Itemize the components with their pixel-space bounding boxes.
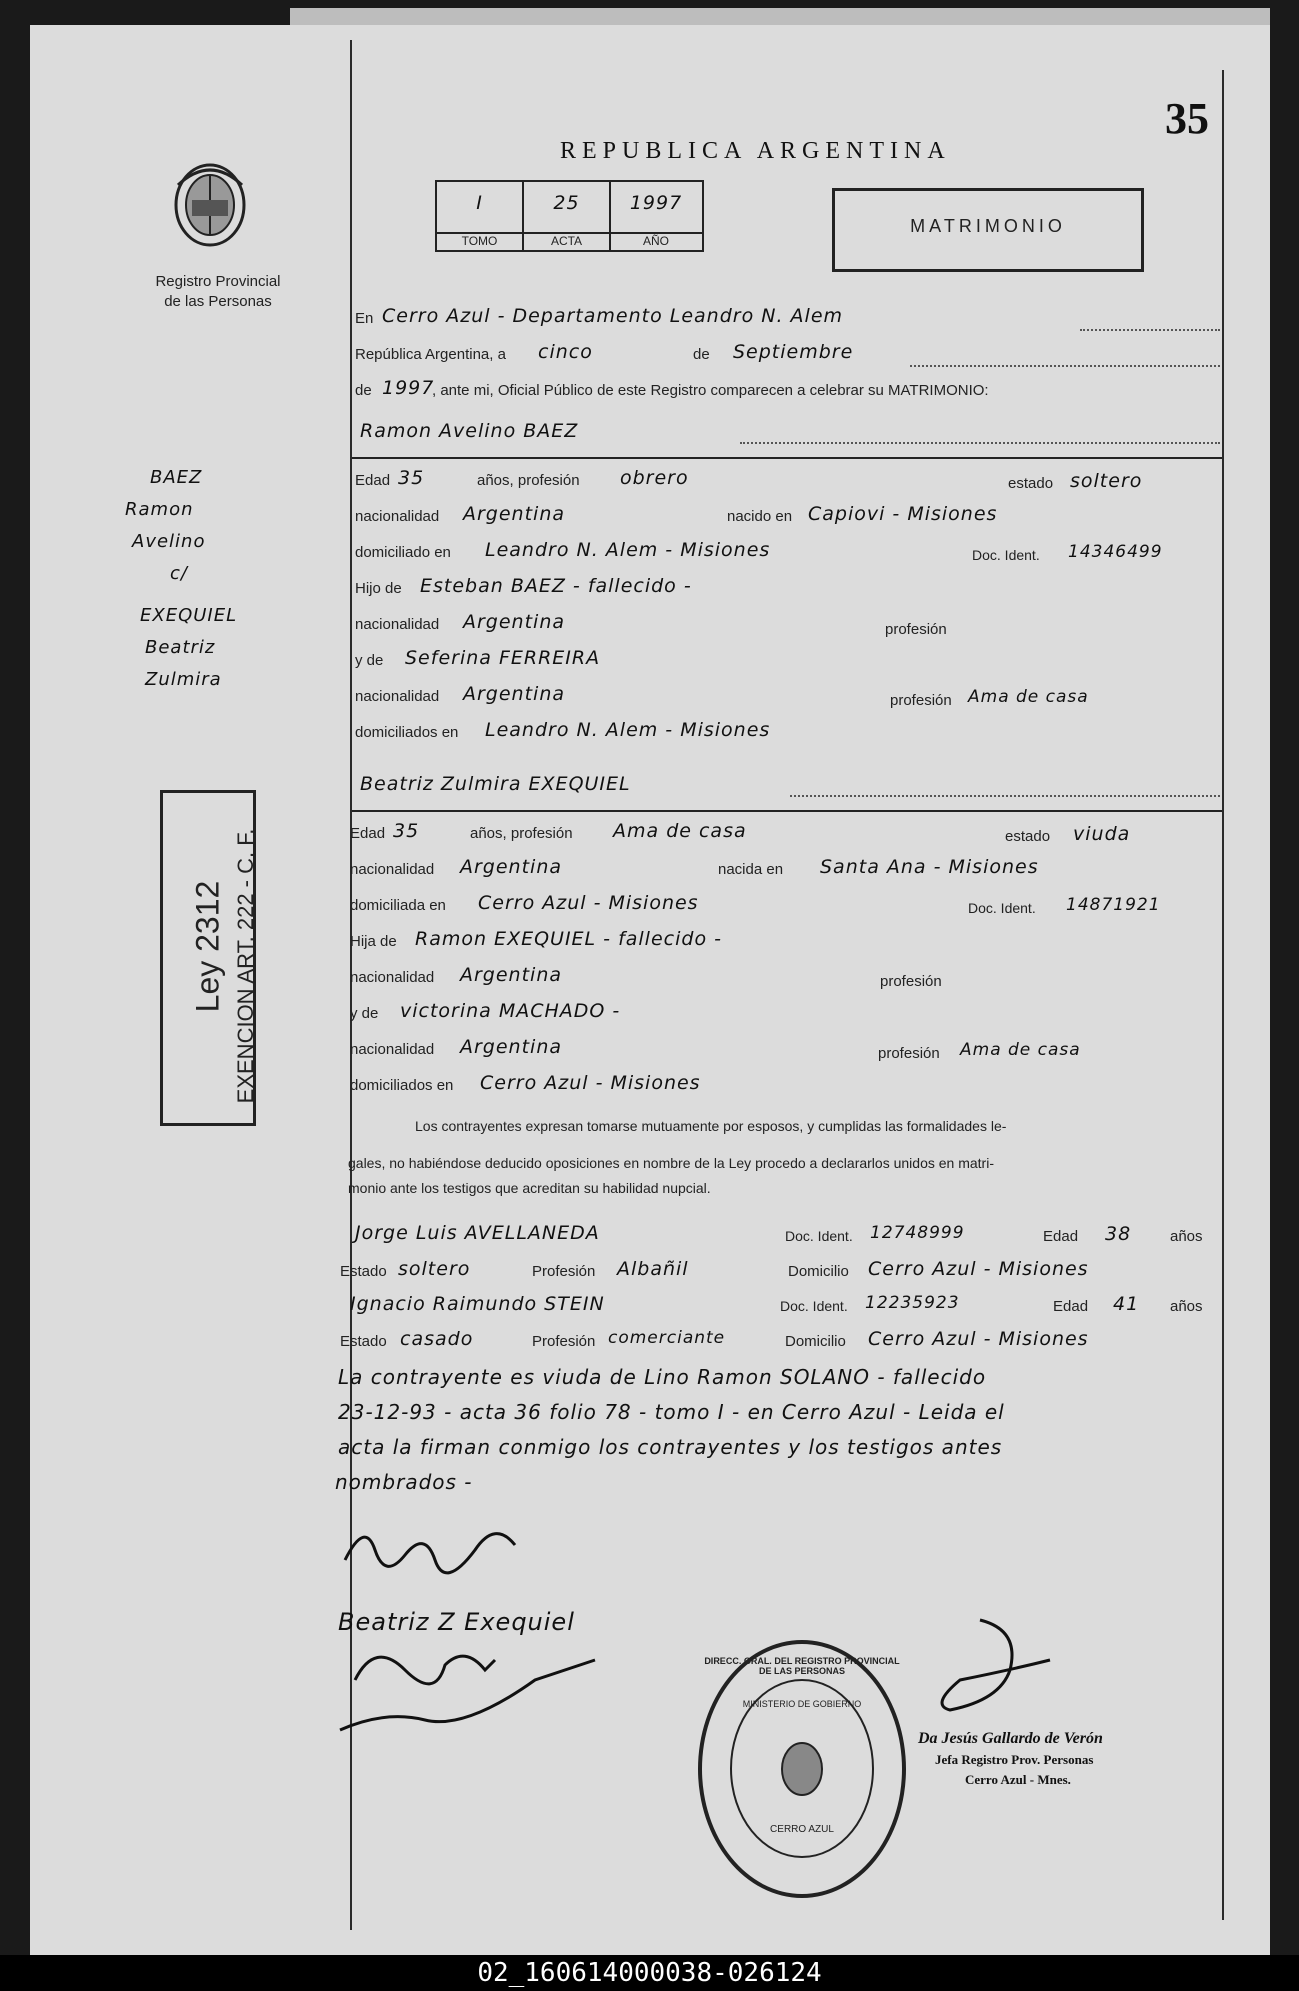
- note-line: La contrayente es viuda de Lino Ramon SOLANO - fallecido: [338, 1365, 987, 1389]
- witness1-edad-label: Edad: [1043, 1228, 1079, 1245]
- groom-nacido-en: Capiovi - Misiones: [808, 503, 998, 525]
- seal-emblem-icon: [777, 1739, 827, 1799]
- witness1-name: Jorge Luis AVELLANEDA: [355, 1222, 600, 1244]
- bride-doms-label: domiciliados en: [350, 1077, 454, 1094]
- country-title: REPUBLICA ARGENTINA: [560, 138, 951, 164]
- groom-dom-label: domiciliado en: [355, 544, 451, 561]
- bride-nacida-en: Santa Ana - Misiones: [820, 856, 1039, 878]
- official-place: Cerro Azul - Mnes.: [965, 1772, 1071, 1787]
- bride-anos-prof-label: años, profesión: [470, 825, 573, 842]
- bride-nac-label: nacionalidad: [350, 861, 435, 878]
- coat-of-arms-icon: [170, 160, 250, 250]
- witness1-estado: soltero: [398, 1258, 471, 1280]
- witness2-anos-label: años: [1170, 1298, 1203, 1315]
- groom-madre-nac-label: nacionalidad: [355, 688, 440, 705]
- bride-madre-nac-label: nacionalidad: [350, 1041, 435, 1058]
- ano-value: 1997: [629, 192, 683, 214]
- groom-yde-label: y de: [355, 652, 384, 669]
- matrimonio-box: [832, 188, 1144, 272]
- official-seal: [698, 1640, 906, 1898]
- margin-name: BAEZ: [150, 467, 203, 488]
- groom-edad-label: Edad: [355, 472, 391, 489]
- note-line: nombrados -: [335, 1470, 473, 1494]
- tomo-acta-box: [435, 180, 704, 252]
- witness1-profesion: Albañil: [617, 1258, 689, 1280]
- margin-name: Avelino: [132, 531, 206, 552]
- official-signature-scribble: [910, 1610, 1070, 1730]
- witness2-estado: casado: [400, 1328, 474, 1350]
- bride-madre-prof-label: profesión: [878, 1045, 940, 1062]
- intro-de-label: de: [693, 346, 710, 363]
- registry-line1: Registro Provincial: [155, 273, 281, 290]
- bride-estado-label: estado: [1005, 828, 1051, 845]
- official-name: Da Jesús Gallardo de Verón: [918, 1730, 1103, 1747]
- groom-madre-nac: Argentina: [463, 683, 566, 705]
- groom-doc-label: Doc. Ident.: [972, 547, 1040, 563]
- bride-hija-label: Hija de: [350, 933, 397, 950]
- declaration-line1: Los contrayentes expresan tomarse mutuamente por esposos, y cumplidas las formalidades le-: [415, 1118, 1007, 1134]
- groom-doc: 14346499: [1068, 542, 1163, 562]
- witness2-domicilio: Cerro Azul - Misiones: [868, 1328, 1089, 1350]
- note-line: acta la firman conmigo los contrayentes y los testigos antes: [338, 1435, 1003, 1459]
- witness2-prof-label: Profesión: [532, 1333, 596, 1350]
- groom-madre-prof: Ama de casa: [968, 687, 1089, 707]
- document-page: [30, 25, 1270, 1955]
- intro-place: Cerro Azul - Departamento Leandro N. Alem: [382, 305, 844, 327]
- intro-year: 1997: [382, 377, 435, 399]
- groom-madre: Seferina FERREIRA: [405, 647, 601, 669]
- witness2-doc: 12235923: [865, 1293, 960, 1313]
- bride-doc: 14871921: [1066, 895, 1161, 915]
- bride-name: Beatriz Zulmira EXEQUIEL: [360, 773, 631, 795]
- registry-line2: de las Personas: [164, 293, 272, 310]
- margin-name: Ramon: [125, 499, 194, 520]
- witness1-dom-label: Domicilio: [788, 1263, 849, 1280]
- bride-padre-nac: Argentina: [460, 964, 563, 986]
- bride-padre-prof-label: profesión: [880, 973, 942, 990]
- seal-outer-text: DIRECC. GRAL. DEL REGISTRO PROVINCIAL DE LAS PERSONAS: [704, 1656, 900, 1676]
- stamp-ley: Ley 2312: [189, 880, 226, 1013]
- groom-name: Ramon Avelino BAEZ: [360, 420, 579, 442]
- witness2-estado-label: Estado: [340, 1333, 387, 1350]
- note-line: 23-12-93 - acta 36 folio 78 - tomo I - en Cerro Azul - Leida el: [338, 1400, 1005, 1424]
- groom-domicilio: Leandro N. Alem - Misiones: [485, 539, 771, 561]
- witness1-estado-label: Estado: [340, 1263, 387, 1280]
- witness1-doc: 12748999: [870, 1223, 965, 1243]
- ano-label: AÑO: [642, 234, 669, 248]
- witness2-edad-label: Edad: [1053, 1298, 1089, 1315]
- margin-name: EXEQUIEL: [140, 605, 238, 626]
- groom-padres-dom: Leandro N. Alem - Misiones: [485, 719, 771, 741]
- margin-name: Zulmira: [145, 669, 222, 690]
- groom-padre-nac: Argentina: [463, 611, 566, 633]
- acta-label: ACTA: [550, 234, 583, 248]
- margin-name: Beatriz: [145, 637, 216, 658]
- witness2-name: Ignacio Raimundo STEIN: [350, 1293, 605, 1315]
- groom-hijo-label: Hijo de: [355, 580, 402, 597]
- witness1-prof-label: Profesión: [532, 1263, 596, 1280]
- groom-edad: 35: [398, 467, 425, 489]
- seal-place: CERRO AZUL: [770, 1824, 834, 1835]
- intro-en-label: En: [355, 310, 374, 327]
- bride-padre-nac-label: nacionalidad: [350, 969, 435, 986]
- groom-nacido-label: nacido en: [727, 508, 793, 525]
- groom-anos-prof-label: años, profesión: [477, 472, 580, 489]
- margin-name: c/: [170, 563, 188, 584]
- intro-republica-label: República Argentina, a: [355, 346, 506, 363]
- footer-caption: 02_160614000038-026124: [0, 1955, 1299, 1991]
- bride-padre: Ramon EXEQUIEL - fallecido -: [415, 928, 722, 950]
- groom-madre-prof-label: profesión: [890, 692, 952, 709]
- bride-dom-label: domiciliada en: [350, 897, 446, 914]
- intro-de2-label: de: [355, 382, 372, 399]
- page-number: 35: [1165, 94, 1209, 143]
- bride-doc-label: Doc. Ident.: [968, 900, 1036, 916]
- bride-nacionalidad: Argentina: [460, 856, 563, 878]
- groom-padre-nac-label: nacionalidad: [355, 616, 440, 633]
- exencion-stamp: [160, 790, 256, 1126]
- declaration-line3: monio ante los testigos que acreditan su habilidad nupcial.: [348, 1180, 711, 1196]
- matrimonio-label: MATRIMONIO: [910, 216, 1066, 236]
- bride-edad-label: Edad: [350, 825, 386, 842]
- witness1-domicilio: Cerro Azul - Misiones: [868, 1258, 1089, 1280]
- witness1-anos-label: años: [1170, 1228, 1203, 1245]
- declaration-line2: gales, no habiéndose deducido oposiciones en nombre de la Ley procedo a declararlos unidos en matri-: [348, 1155, 994, 1171]
- witness2-dom-label: Domicilio: [785, 1333, 846, 1350]
- bride-nacida-label: nacida en: [718, 861, 784, 878]
- witness1-edad: 38: [1105, 1223, 1132, 1245]
- witness1-doc-label: Doc. Ident.: [785, 1228, 853, 1244]
- groom-nacionalidad: Argentina: [463, 503, 566, 525]
- groom-nac-label: nacionalidad: [355, 508, 440, 525]
- intro-tail: , ante mi, Oficial Público de este Registro comparecen a celebrar su MATRIMONIO:: [432, 382, 989, 399]
- bride-estado: viuda: [1073, 823, 1131, 845]
- intro-day: cinco: [538, 341, 593, 363]
- groom-doms-label: domiciliados en: [355, 724, 459, 741]
- stamp-exencion: EXENCION ART. 222 - C. F.: [233, 828, 258, 1104]
- tomo-label: TOMO: [461, 234, 498, 248]
- bride-edad: 35: [393, 820, 420, 842]
- witness2-profesion: comerciante: [608, 1328, 726, 1348]
- seal-inner-text: MINISTERIO DE GOBIERNO: [742, 1699, 862, 1709]
- groom-estado-label: estado: [1008, 475, 1054, 492]
- groom-padre-prof-label: profesión: [885, 621, 947, 638]
- groom-profesion: obrero: [620, 467, 689, 489]
- bride-madre-prof: Ama de casa: [960, 1040, 1081, 1060]
- tomo-value: I: [476, 192, 483, 214]
- official-title: Jefa Registro Prov. Personas: [935, 1752, 1094, 1767]
- bride-padres-dom: Cerro Azul - Misiones: [480, 1072, 701, 1094]
- bride-domicilio: Cerro Azul - Misiones: [478, 892, 699, 914]
- bride-signature: Beatriz Z Exequiel: [338, 1608, 575, 1636]
- right-border: [1222, 70, 1224, 1920]
- witness2-edad: 41: [1113, 1293, 1140, 1315]
- bride-profesion: Ama de casa: [613, 820, 747, 842]
- witness2-doc-label: Doc. Ident.: [780, 1298, 848, 1314]
- acta-value: 25: [553, 192, 580, 214]
- groom-estado: soltero: [1070, 470, 1143, 492]
- bride-madre-nac: Argentina: [460, 1036, 563, 1058]
- bride-yde-label: y de: [350, 1005, 379, 1022]
- bride-madre: victorina MACHADO -: [400, 1000, 621, 1022]
- groom-padre: Esteban BAEZ - fallecido -: [420, 575, 692, 597]
- intro-month: Septiembre: [733, 341, 854, 363]
